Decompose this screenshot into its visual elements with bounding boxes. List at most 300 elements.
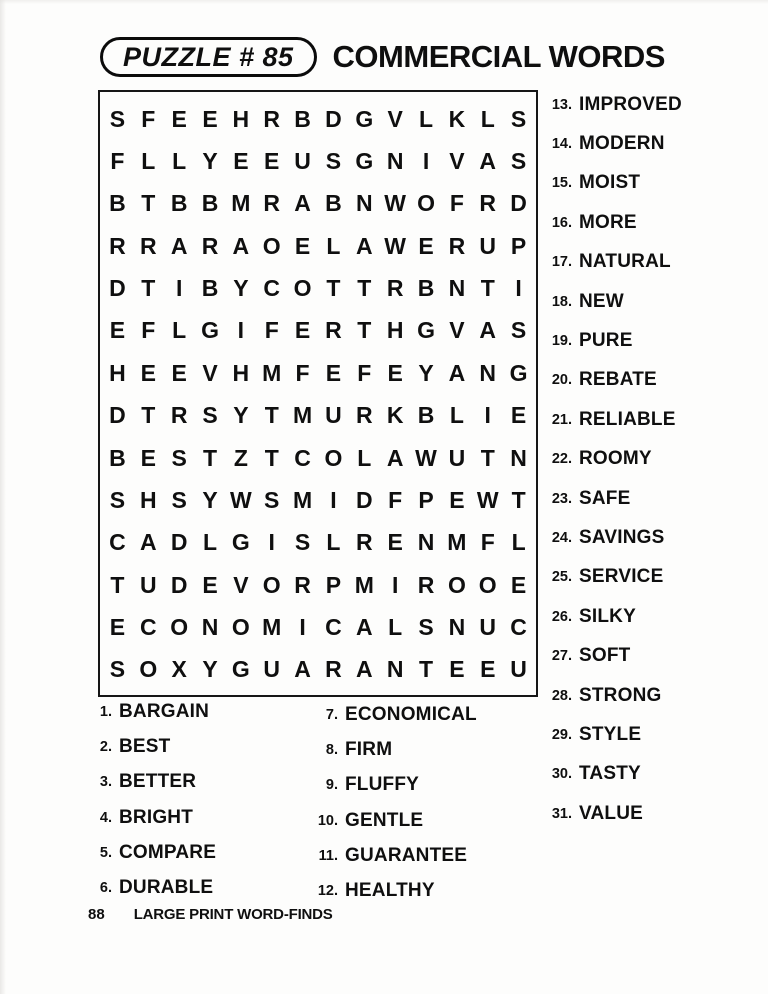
word-item-text: COMPARE [119, 841, 217, 863]
grid-letter: I [299, 613, 306, 640]
word-list-item [548, 755, 682, 794]
grid-row [102, 310, 534, 352]
grid-letter: R [325, 317, 342, 344]
grid-letter: E [109, 317, 126, 344]
grid-letter: B [417, 402, 435, 429]
grid-letter: A [355, 656, 373, 683]
grid-letter: S [171, 444, 187, 471]
word-list-item [548, 636, 682, 675]
word-item-number: 21. [551, 411, 572, 428]
grid-letter: E [449, 656, 465, 683]
word-list-item [548, 440, 682, 479]
word-item-number: 4. [99, 809, 112, 826]
grid-letter: S [510, 317, 527, 344]
grid-letter: N [355, 190, 373, 217]
word-item-text: BARGAIN [119, 700, 210, 722]
word-list-item [96, 765, 216, 800]
word-item-text: NEW [579, 290, 624, 312]
word-item-number: 23. [551, 490, 572, 507]
word-item-number: 30. [551, 766, 572, 783]
grid-letter: W [230, 486, 252, 513]
grid-letter: D [170, 529, 188, 556]
grid-letter: T [326, 275, 341, 302]
grid-letter: O [170, 613, 189, 640]
word-item-text: SILKY [579, 605, 636, 627]
grid-letter: W [476, 486, 499, 513]
grid-letter: H [232, 105, 250, 132]
grid-letter: L [449, 402, 464, 429]
grid-letter: A [139, 529, 157, 556]
grid-letter: I [422, 148, 430, 175]
grid-letter: C [109, 529, 126, 556]
word-list-item [96, 835, 216, 870]
word-item-text: VALUE [579, 802, 643, 824]
word-list-item [308, 838, 477, 873]
word-list-item [548, 518, 682, 557]
grid-letter: E [325, 359, 342, 386]
grid-letter: M [447, 529, 467, 556]
grid-letter: R [479, 190, 497, 217]
word-item-text: SAVINGS [579, 526, 665, 548]
grid-letter: R [109, 232, 126, 259]
grid-letter: H [139, 486, 157, 513]
word-list-item [548, 597, 682, 636]
grid-letter: S [264, 486, 280, 513]
word-item-text: DURABLE [119, 877, 214, 899]
word-list-bottom-left [96, 694, 216, 906]
grid-letter: T [141, 275, 156, 302]
word-item-text: ECONOMICAL [345, 703, 477, 725]
grid-letter: S [109, 105, 126, 132]
grid-letter: O [293, 275, 312, 302]
grid-letter: A [479, 148, 497, 175]
word-item-number: 25. [551, 569, 572, 586]
word-item-number: 16. [551, 214, 572, 231]
word-item-text: BETTER [119, 771, 197, 793]
grid-letter: U [510, 656, 527, 683]
word-list-item [548, 282, 682, 321]
word-item-number: 31. [551, 805, 572, 822]
grid-letter: R [170, 402, 188, 429]
grid-row [102, 564, 534, 606]
word-item-number: 20. [551, 372, 572, 389]
grid-letter: G [355, 148, 374, 175]
grid-letter: E [140, 444, 156, 471]
grid-letter: E [387, 359, 403, 386]
grid-letter: G [355, 105, 374, 132]
grid-letter: N [201, 613, 219, 640]
grid-letter: R [139, 232, 157, 259]
grid-letter: V [387, 105, 403, 132]
word-item-number: 3. [99, 774, 112, 791]
grid-letter: A [294, 656, 311, 683]
grid-letter: B [417, 275, 435, 302]
grid-row [102, 183, 534, 225]
word-item-number: 18. [551, 293, 572, 310]
grid-letter: T [110, 571, 125, 598]
grid-letter: E [294, 317, 311, 344]
grid-letter: I [330, 486, 337, 513]
word-item-text: SAFE [579, 487, 631, 509]
grid-letter: K [448, 105, 466, 132]
grid-letter: H [232, 359, 250, 386]
grid-letter: N [386, 148, 404, 175]
puzzle-number-badge [100, 37, 317, 77]
word-list-item [548, 794, 682, 833]
word-list-item [96, 694, 216, 729]
grid-row [102, 98, 534, 140]
grid-letter: E [510, 402, 527, 429]
word-list-item [548, 479, 682, 518]
word-item-text: BRIGHT [119, 806, 194, 828]
grid-letter: L [480, 105, 495, 132]
grid-letter: B [109, 190, 126, 217]
grid-letter: E [387, 529, 403, 556]
grid-letter: X [171, 656, 187, 683]
grid-letter: R [355, 402, 373, 429]
grid-letter: L [357, 444, 372, 471]
grid-letter: R [294, 571, 311, 598]
grid-letter: T [480, 444, 495, 471]
grid-letter: O [478, 571, 497, 598]
word-list-item [548, 124, 682, 163]
grid-letter: A [479, 317, 497, 344]
word-list-item [548, 361, 682, 400]
grid-letter: M [262, 613, 282, 640]
word-list-item [96, 800, 216, 835]
grid-letter: I [391, 571, 399, 598]
word-item-text: MORE [579, 211, 637, 233]
grid-letter: E [294, 232, 311, 259]
grid-letter: L [388, 613, 403, 640]
word-item-number: 28. [551, 687, 572, 704]
word-item-text: ROOMY [579, 448, 652, 470]
grid-letter: V [233, 571, 249, 598]
word-item-number: 5. [99, 844, 112, 861]
grid-letter: D [510, 190, 527, 217]
word-item-text: RELIABLE [579, 408, 676, 430]
grid-letter: C [325, 613, 342, 640]
grid-letter: E [171, 105, 187, 132]
grid-letter: E [202, 105, 218, 132]
grid-letter: A [294, 190, 311, 217]
grid-row [102, 522, 534, 564]
puzzle-number-label: PUZZLE # 85 [123, 41, 294, 72]
word-item-text: GUARANTEE [345, 844, 468, 866]
grid-letter: M [262, 359, 282, 386]
grid-letter: S [171, 486, 187, 513]
grid-letter: R [448, 232, 466, 259]
grid-letter: S [109, 486, 126, 513]
word-item-text: REBATE [579, 369, 657, 391]
grid-letter: R [201, 232, 219, 259]
word-item-text: STYLE [579, 723, 642, 745]
word-item-number: 15. [551, 175, 572, 192]
grid-letter: O [139, 656, 158, 683]
grid-letter: A [232, 232, 250, 259]
grid-letter: U [448, 444, 466, 471]
grid-letter: L [326, 232, 341, 259]
word-item-text: IMPROVED [579, 93, 682, 115]
grid-letter: F [388, 486, 403, 513]
grid-letter: N [510, 444, 527, 471]
grid-letter: G [231, 529, 250, 556]
word-list-item [308, 697, 477, 732]
grid-row [102, 395, 534, 437]
grid-letter: S [510, 105, 527, 132]
grid-letter: T [511, 486, 526, 513]
grid-letter: U [479, 613, 497, 640]
grid-letter: M [293, 486, 313, 513]
grid-letter: L [141, 148, 156, 175]
word-item-text: BEST [119, 735, 171, 757]
grid-letter: U [479, 232, 497, 259]
word-item-number: 11. [318, 847, 338, 864]
grid-letter: M [231, 190, 251, 217]
grid-letter: Z [233, 444, 248, 471]
word-list-item [308, 732, 477, 767]
grid-letter: U [325, 402, 342, 429]
grid-letter: R [355, 529, 373, 556]
grid-letter: Y [202, 656, 218, 683]
grid-letter: O [324, 444, 343, 471]
word-item-text: SOFT [579, 645, 631, 667]
word-item-number: 2. [99, 738, 112, 755]
grid-letter: Y [202, 148, 218, 175]
grid-letter: R [263, 105, 281, 132]
grid-letter: D [325, 105, 342, 132]
grid-letter: G [417, 317, 435, 344]
word-list-item [96, 729, 216, 764]
grid-letter: T [357, 275, 372, 302]
grid-letter: A [355, 613, 373, 640]
grid-letter: U [294, 148, 311, 175]
grid-letter: R [263, 190, 281, 217]
grid-letter: N [448, 275, 466, 302]
grid-letter: B [325, 190, 342, 217]
grid-letter: A [170, 232, 188, 259]
grid-letter: L [511, 529, 526, 556]
grid-letter: E [140, 359, 156, 386]
word-item-text: TASTY [579, 763, 641, 785]
grid-row [102, 437, 534, 479]
grid-letter: W [415, 444, 437, 471]
word-item-number: 7. [325, 706, 338, 723]
word-item-number: 10. [317, 812, 338, 829]
word-list-item [548, 558, 682, 597]
grid-letter: T [418, 656, 434, 683]
grid-letter: S [202, 402, 218, 429]
grid-letter: T [264, 444, 279, 471]
grid-letter: F [264, 317, 279, 344]
grid-letter: V [449, 148, 465, 175]
grid-letter: F [357, 359, 372, 386]
grid-letter: E [418, 232, 434, 259]
grid-letter: F [141, 317, 156, 344]
scan-edge-artifact [0, 0, 6, 994]
grid-letter: B [201, 275, 219, 302]
grid-row [102, 267, 534, 309]
word-item-number: 22. [551, 451, 572, 468]
grid-row [102, 649, 534, 691]
grid-letter: D [355, 486, 373, 513]
word-item-number: 13. [551, 96, 572, 113]
grid-letter: I [484, 402, 491, 429]
grid-letter: S [325, 148, 342, 175]
page-title: COMMERCIAL WORDS [332, 39, 665, 74]
grid-letter: V [202, 359, 218, 386]
grid-letter: N [479, 359, 497, 386]
word-item-number: 19. [551, 333, 572, 350]
grid-letter: H [386, 317, 404, 344]
grid-letter: T [141, 402, 156, 429]
grid-letter: E [202, 571, 218, 598]
word-item-number: 26. [551, 608, 572, 625]
grid-letter: M [354, 571, 374, 598]
grid-letter: D [170, 571, 188, 598]
word-list-item [548, 203, 682, 242]
grid-letter: B [170, 190, 188, 217]
word-item-text: MODERN [579, 133, 665, 155]
grid-letter: C [510, 613, 527, 640]
grid-letter: L [172, 148, 187, 175]
grid-letter: K [386, 402, 404, 429]
grid-row [102, 606, 534, 648]
word-item-number: 12. [317, 883, 338, 900]
grid-letter: F [480, 529, 495, 556]
grid-letter: U [139, 571, 157, 598]
grid-letter: Y [233, 275, 249, 302]
grid-letter: O [262, 571, 281, 598]
word-item-text: SERVICE [579, 566, 664, 588]
grid-letter: I [175, 275, 183, 302]
grid-letter: N [417, 529, 435, 556]
grid-letter: N [448, 613, 466, 640]
word-list-item [548, 85, 682, 124]
grid-letter: F [449, 190, 464, 217]
word-list-item [548, 676, 682, 715]
grid-letter: D [109, 402, 126, 429]
grid-letter: E [109, 613, 126, 640]
grid-letter: O [417, 190, 435, 217]
word-item-number: 6. [99, 880, 112, 897]
page-footer [88, 906, 333, 923]
grid-letter: A [448, 359, 466, 386]
page-header [100, 37, 665, 77]
word-item-text: HEALTHY [345, 880, 435, 902]
grid-letter: E [264, 148, 280, 175]
grid-letter: I [268, 529, 275, 556]
grid-row [102, 479, 534, 521]
grid-letter: T [141, 190, 156, 217]
grid-letter: T [202, 444, 218, 471]
grid-letter: Y [202, 486, 218, 513]
grid-letter: R [417, 571, 435, 598]
word-item-number: 17. [551, 254, 572, 271]
grid-letter: C [263, 275, 281, 302]
word-item-number: 9. [325, 777, 338, 794]
grid-letter: E [510, 571, 527, 598]
grid-letter: T [480, 275, 495, 302]
word-item-text: GENTLE [345, 809, 424, 831]
grid-letter: U [263, 656, 281, 683]
word-item-number: 27. [551, 648, 572, 665]
grid-letter: E [171, 359, 187, 386]
grid-letter: N [386, 656, 404, 683]
grid-letter: S [109, 656, 126, 683]
word-item-number: 1. [99, 703, 112, 720]
word-item-number: 14. [551, 136, 572, 153]
grid-letter: R [386, 275, 404, 302]
grid-letter: S [294, 529, 311, 556]
word-item-text: PURE [579, 330, 633, 352]
grid-letter: V [449, 317, 465, 344]
grid-letter: F [110, 148, 125, 175]
grid-letter: W [384, 190, 407, 217]
grid-letter: M [293, 402, 313, 429]
word-list-item [308, 873, 477, 908]
grid-letter: Y [418, 359, 434, 386]
grid-letter: Y [233, 402, 249, 429]
grid-letter: E [449, 486, 465, 513]
grid-letter: G [201, 317, 219, 344]
word-item-text: STRONG [579, 684, 662, 706]
grid-letter: L [326, 529, 341, 556]
grid-letter: B [109, 444, 126, 471]
word-list-item [548, 164, 682, 203]
grid-letter: D [109, 275, 126, 302]
word-item-text: FLUFFY [345, 774, 420, 796]
grid-letter: S [510, 148, 527, 175]
grid-letter: O [447, 571, 466, 598]
book-title: LARGE PRINT WORD-FINDS [133, 906, 333, 923]
word-item-number: 8. [325, 741, 338, 758]
word-item-text: NATURAL [579, 251, 671, 273]
grid-letter: P [418, 486, 434, 513]
word-list-item [308, 803, 477, 838]
word-list-right [548, 85, 682, 833]
grid-letter: S [418, 613, 434, 640]
grid-letter: W [384, 232, 407, 259]
word-item-number: 24. [551, 529, 572, 546]
word-item-number: 29. [551, 726, 572, 743]
grid-letter: L [172, 317, 187, 344]
grid-letter: I [237, 317, 245, 344]
grid-letter: F [295, 359, 310, 386]
word-item-text: FIRM [345, 738, 393, 760]
grid-letter: A [355, 232, 373, 259]
grid-row [102, 140, 534, 182]
word-list-item [308, 768, 477, 803]
word-item-text: MOIST [579, 172, 641, 194]
grid-letter: O [262, 232, 281, 259]
grid-letter: O [231, 613, 250, 640]
grid-letter: B [201, 190, 219, 217]
grid-letter: F [141, 105, 156, 132]
grid-row [102, 225, 534, 267]
grid-letter: C [139, 613, 157, 640]
grid-letter: G [231, 656, 250, 683]
word-list-item [548, 243, 682, 282]
grid-letter: H [109, 359, 126, 386]
grid-letter: A [386, 444, 404, 471]
scan-edge-artifact [0, 0, 768, 4]
grid-letter: C [294, 444, 311, 471]
grid-letter: I [515, 275, 522, 302]
grid-letter: L [202, 529, 218, 556]
grid-letter: G [509, 359, 528, 386]
grid-letter: P [325, 571, 342, 598]
